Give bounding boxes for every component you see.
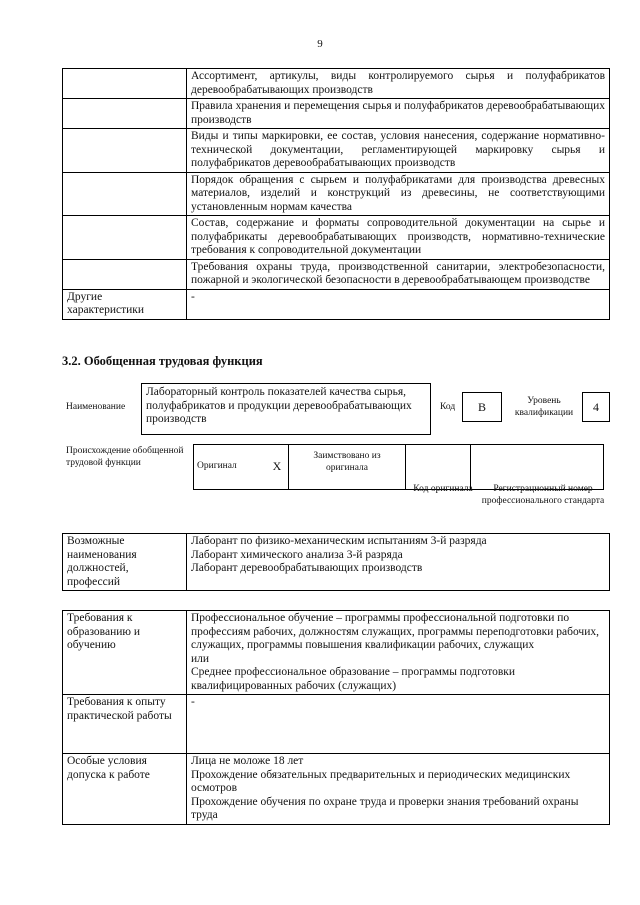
- admission-label: Особые условия допуска к работе: [63, 754, 187, 825]
- list-item: Лаборант химического анализа 3-й разряда: [191, 548, 403, 561]
- positions-label: Возможные наименования должностей, профессий: [63, 534, 187, 591]
- table-row: [63, 754, 610, 825]
- table-cell-label: [63, 69, 187, 99]
- list-item: Лаборант деревообрабатывающих производств: [191, 562, 423, 574]
- table-cell-text: Виды и типы маркировки, ее состав, условия нанесения, содержание нормативно-технической документации, регламентирующей маркировку сырья и полуфабрикатов деревообрабатывающих производств: [187, 129, 610, 173]
- experience-value: [187, 695, 610, 754]
- table-cell-label: [63, 99, 187, 129]
- page-number: 9: [317, 38, 323, 50]
- table-row: [63, 172, 610, 216]
- original-label: Оригинал: [194, 445, 267, 490]
- table-cell-text: Состав, содержание и форматы сопроводительной документации на сырье и полуфабрикаты деревообрабатывающих производств, нормативно-технические требования к сопроводительной документации: [187, 216, 610, 260]
- table-cell-text: Требования охраны труда, производственной санитарии, электробезопасности, пожарной и экологической безопасности в деревообрабатывающем производстве: [187, 259, 610, 289]
- table-cell-label: [63, 129, 187, 173]
- reg-number-cell: [471, 445, 604, 490]
- requirements-table: [62, 610, 610, 825]
- table-row: [63, 259, 610, 289]
- table-cell-label: [63, 216, 187, 260]
- code-value: B: [462, 392, 502, 422]
- function-name-value: Лабораторный контроль показателей качества сырья, полуфабрикатов и продукции деревообрабатывающих производств: [141, 383, 431, 435]
- borrowed-label: Заимствовано из оригинала: [289, 445, 406, 490]
- table-cell-label: [63, 172, 187, 216]
- education-label: Требования к образованию и обучению: [63, 611, 187, 695]
- list-item: или: [191, 652, 210, 665]
- qualification-level-value: 4: [582, 392, 610, 422]
- positions-list: [187, 534, 610, 591]
- table-row: [63, 695, 610, 754]
- table-cell-label: [63, 259, 187, 289]
- list-item: -: [191, 696, 195, 708]
- list-item: Лаборант по физико-механическим испытаниям 3-й разряда: [191, 535, 487, 547]
- table-row: [63, 99, 610, 129]
- table-cell-label: Другие характеристики: [63, 289, 187, 319]
- table-row: [63, 69, 610, 99]
- reg-number-label: Регистрационный номер профессионального стандарта: [481, 484, 605, 506]
- experience-label: Требования к опыту практической работы: [63, 695, 187, 754]
- table-row: [63, 216, 610, 260]
- knowledge-table: [62, 68, 610, 320]
- code-original-label: Код оригинала: [413, 484, 473, 494]
- qualification-level-label: Уровень квалификации: [514, 396, 574, 418]
- section-heading: 3.2. Обобщенная трудовая функция: [62, 354, 263, 368]
- table-cell-text: -: [187, 289, 610, 319]
- list-item: Лица не моложе 18 лет: [191, 755, 304, 767]
- positions-table: [62, 533, 610, 591]
- list-item: Среднее профессиональное образование – программы подготовки квалифицированных рабочих (служащих): [191, 666, 516, 692]
- table-row: [63, 129, 610, 173]
- table-row: [63, 289, 610, 319]
- table-cell-text: Ассортимент, артикулы, виды контролируемого сырья и полуфабрикатов деревообрабатывающих производств: [187, 69, 610, 99]
- admission-value: [187, 754, 610, 825]
- code-label: Код: [440, 402, 456, 412]
- list-item: Прохождение обязательных предварительных и периодических медицинских осмотров: [191, 768, 571, 794]
- education-value: [187, 611, 610, 695]
- table-cell-text: Правила хранения и перемещения сырья и полуфабрикатов деревообрабатывающих производств: [187, 99, 610, 129]
- table-cell-text: Порядок обращения с сырьем и полуфабрикатами для производства древесных материалов, изделий и конструкций из древесины, не соответствующими установленным нормам качества: [187, 172, 610, 216]
- list-item: Профессиональное обучение – программы профессиональной подготовки по профессиям рабочих, должностям служащих, программы переподготовки рабочих, служащих, программы повышения квалификации рабочих, служащих: [191, 612, 599, 651]
- name-label: Наименование: [66, 402, 126, 412]
- list-item: Прохождение обучения по охране труда и проверки знания требований охраны труда: [191, 795, 579, 821]
- table-row: [63, 611, 610, 695]
- table-row: [63, 534, 610, 591]
- code-original-cell: [406, 445, 471, 490]
- original-mark: X: [266, 445, 289, 490]
- origin-label: Происхождение обобщенной трудовой функции: [66, 446, 184, 468]
